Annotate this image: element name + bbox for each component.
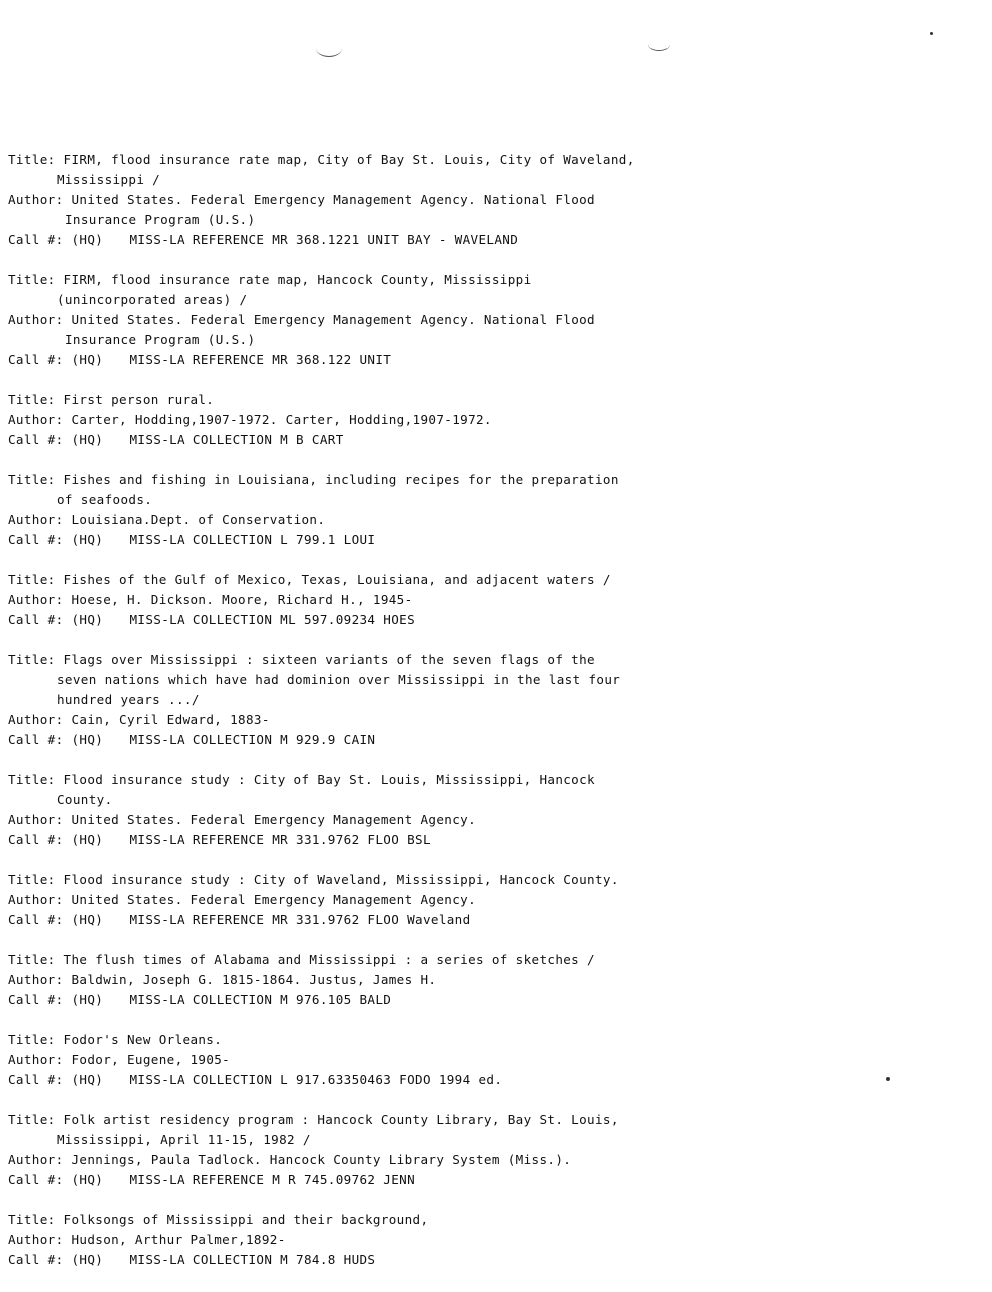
title-text: Fishes of the Gulf of Mexico, Texas, Louisiana, and adjacent waters / (63, 572, 611, 587)
title-text: Flood insurance study : City of Bay St. Louis, Mississippi, Hancock (63, 772, 595, 787)
call-source: (HQ) (71, 612, 104, 627)
title-text: hundred years .../ (57, 692, 200, 707)
author-text: Insurance Program (U.S.) (65, 212, 256, 227)
call-source: (HQ) (71, 532, 104, 547)
call-number: MISS-LA COLLECTION M 976.105 BALD (129, 992, 392, 1007)
author-continuation (8, 330, 968, 350)
call-source: (HQ) (71, 232, 104, 247)
catalog-entry (8, 870, 968, 930)
call-number: MISS-LA COLLECTION L 917.63350463 FODO 1994 ed. (129, 1072, 503, 1087)
title-label: Title: (8, 872, 56, 887)
author-text: Baldwin, Joseph G. 1815-1864. Justus, James H. (71, 972, 437, 987)
title-text: (unincorporated areas) / (57, 292, 248, 307)
call-label: Call #: (8, 612, 64, 627)
title-text: Folk artist residency program : Hancock County Library, Bay St. Louis, (63, 1112, 619, 1127)
author-line (8, 1230, 968, 1250)
author-continuation (8, 210, 968, 230)
author-text: United States. Federal Emergency Management Agency. National Flood (71, 192, 595, 207)
call-number-line (8, 610, 968, 630)
catalog-entry (8, 650, 968, 750)
title-line (8, 270, 968, 290)
call-label: Call #: (8, 732, 64, 747)
author-text: United States. Federal Emergency Management Agency. National Flood (71, 312, 595, 327)
author-label: Author: (8, 1052, 64, 1067)
title-text: Mississippi / (57, 172, 161, 187)
title-label: Title: (8, 1032, 56, 1047)
call-number: MISS-LA COLLECTION ML 597.09234 HOES (129, 612, 416, 627)
call-source: (HQ) (71, 432, 104, 447)
title-continuation (8, 790, 968, 810)
author-line (8, 810, 968, 830)
call-number: MISS-LA COLLECTION L 799.1 LOUI (129, 532, 376, 547)
scan-mark (648, 38, 670, 51)
title-continuation (8, 670, 968, 690)
call-number-line (8, 1250, 968, 1270)
catalog-entry (8, 390, 968, 450)
scan-speck (930, 32, 933, 35)
author-line (8, 590, 968, 610)
call-number-line (8, 730, 968, 750)
call-number-line (8, 350, 968, 370)
call-label: Call #: (8, 432, 64, 447)
title-line (8, 470, 968, 490)
title-line (8, 950, 968, 970)
title-text: Mississippi, April 11-15, 1982 / (57, 1132, 311, 1147)
title-text: First person rural. (63, 392, 215, 407)
title-line (8, 650, 968, 670)
author-line (8, 410, 968, 430)
call-label: Call #: (8, 352, 64, 367)
author-label: Author: (8, 412, 64, 427)
call-label: Call #: (8, 1252, 64, 1267)
author-line (8, 1150, 968, 1170)
author-label: Author: (8, 192, 64, 207)
catalog-entry (8, 770, 968, 850)
author-label: Author: (8, 312, 64, 327)
author-text: United States. Federal Emergency Management Agency. (71, 892, 477, 907)
title-text: Flags over Mississippi : sixteen variants of the seven flags of the (63, 652, 595, 667)
author-label: Author: (8, 512, 64, 527)
title-label: Title: (8, 652, 56, 667)
call-number-line (8, 430, 968, 450)
catalog-entry (8, 1030, 968, 1090)
title-label: Title: (8, 1212, 56, 1227)
call-label: Call #: (8, 832, 64, 847)
author-line (8, 190, 968, 210)
title-line (8, 570, 968, 590)
call-number: MISS-LA REFERENCE MR 368.122 UNIT (129, 352, 392, 367)
catalog-entry (8, 1110, 968, 1190)
scan-mark (316, 40, 342, 57)
title-text: Flood insurance study : City of Waveland, Mississippi, Hancock County. (63, 872, 619, 887)
title-label: Title: (8, 772, 56, 787)
call-number: MISS-LA REFERENCE MR 331.9762 FLOO Waveland (129, 912, 471, 927)
author-label: Author: (8, 972, 64, 987)
author-label: Author: (8, 592, 64, 607)
title-text: FIRM, flood insurance rate map, Hancock County, Mississippi (63, 272, 532, 287)
author-text: Fodor, Eugene, 1905- (71, 1052, 231, 1067)
title-text: Fodor's New Orleans. (63, 1032, 223, 1047)
call-number-line (8, 530, 968, 550)
title-text: seven nations which have had dominion over Mississippi in the last four (57, 672, 621, 687)
call-number-line (8, 990, 968, 1010)
call-number-line (8, 1070, 968, 1090)
title-continuation (8, 690, 968, 710)
title-line (8, 390, 968, 410)
author-line (8, 710, 968, 730)
catalog-entry (8, 570, 968, 630)
title-label: Title: (8, 472, 56, 487)
author-label: Author: (8, 812, 64, 827)
title-text: County. (57, 792, 113, 807)
call-number: MISS-LA REFERENCE MR 331.9762 FLOO BSL (129, 832, 431, 847)
author-line (8, 1050, 968, 1070)
call-source: (HQ) (71, 1252, 104, 1267)
title-label: Title: (8, 952, 56, 967)
call-label: Call #: (8, 1172, 64, 1187)
title-text: Fishes and fishing in Louisiana, including recipes for the preparation (63, 472, 619, 487)
author-label: Author: (8, 712, 64, 727)
call-source: (HQ) (71, 1072, 104, 1087)
author-label: Author: (8, 1152, 64, 1167)
call-source: (HQ) (71, 912, 104, 927)
call-number: MISS-LA REFERENCE MR 368.1221 UNIT BAY - WAVELAND (129, 232, 519, 247)
author-line (8, 970, 968, 990)
author-label: Author: (8, 1232, 64, 1247)
call-source: (HQ) (71, 1172, 104, 1187)
author-text: Hudson, Arthur Palmer,1892- (71, 1232, 286, 1247)
call-number: MISS-LA COLLECTION M 784.8 HUDS (129, 1252, 376, 1267)
title-continuation (8, 290, 968, 310)
title-label: Title: (8, 392, 56, 407)
call-label: Call #: (8, 912, 64, 927)
call-number-line (8, 230, 968, 250)
title-continuation (8, 490, 968, 510)
call-label: Call #: (8, 992, 64, 1007)
call-label: Call #: (8, 1072, 64, 1087)
call-source: (HQ) (71, 832, 104, 847)
title-line (8, 770, 968, 790)
author-text: Carter, Hodding,1907-1972. Carter, Hodding,1907-1972. (71, 412, 492, 427)
title-line (8, 150, 968, 170)
title-text: FIRM, flood insurance rate map, City of Bay St. Louis, City of Waveland, (63, 152, 635, 167)
author-text: Insurance Program (U.S.) (65, 332, 256, 347)
call-number-line (8, 830, 968, 850)
author-line (8, 890, 968, 910)
title-line (8, 870, 968, 890)
title-text: Folksongs of Mississippi and their background, (63, 1212, 429, 1227)
title-label: Title: (8, 572, 56, 587)
call-number-line (8, 910, 968, 930)
call-number: MISS-LA COLLECTION M 929.9 CAIN (129, 732, 376, 747)
title-line (8, 1110, 968, 1130)
title-line (8, 1030, 968, 1050)
author-line (8, 310, 968, 330)
author-text: Hoese, H. Dickson. Moore, Richard H., 1945- (71, 592, 413, 607)
catalog-entry (8, 950, 968, 1010)
title-text: of seafoods. (57, 492, 153, 507)
call-number: MISS-LA REFERENCE M R 745.09762 JENN (129, 1172, 416, 1187)
title-label: Title: (8, 272, 56, 287)
catalog-entries (8, 150, 968, 1290)
catalog-entry (8, 150, 968, 250)
catalog-entry (8, 470, 968, 550)
author-text: Cain, Cyril Edward, 1883- (71, 712, 270, 727)
author-text: Jennings, Paula Tadlock. Hancock County Library System (Miss.). (71, 1152, 572, 1167)
title-text: The flush times of Alabama and Mississippi : a series of sketches / (63, 952, 595, 967)
catalog-entry (8, 1210, 968, 1270)
title-line (8, 1210, 968, 1230)
call-label: Call #: (8, 532, 64, 547)
author-label: Author: (8, 892, 64, 907)
catalog-entry (8, 270, 968, 370)
title-continuation (8, 170, 968, 190)
author-line (8, 510, 968, 530)
call-source: (HQ) (71, 732, 104, 747)
call-label: Call #: (8, 232, 64, 247)
author-text: United States. Federal Emergency Management Agency. (71, 812, 477, 827)
call-source: (HQ) (71, 992, 104, 1007)
call-number: MISS-LA COLLECTION M B CART (129, 432, 344, 447)
author-text: Louisiana.Dept. of Conservation. (71, 512, 326, 527)
call-number-line (8, 1170, 968, 1190)
title-label: Title: (8, 1112, 56, 1127)
title-label: Title: (8, 152, 56, 167)
call-source: (HQ) (71, 352, 104, 367)
title-continuation (8, 1130, 968, 1150)
